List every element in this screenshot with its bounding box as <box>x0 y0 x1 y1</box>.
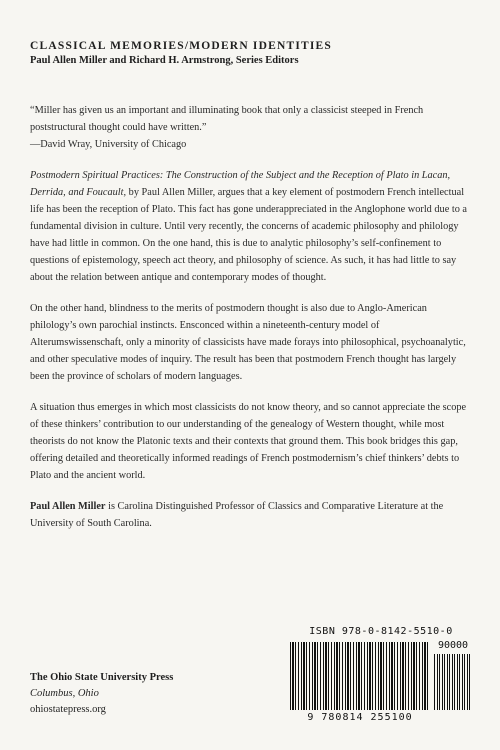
description-paragraph-1 <box>30 167 470 286</box>
publisher-url: ohiostatepress.org <box>30 704 106 715</box>
barcode-addon-digits: 90000 <box>437 640 469 651</box>
publisher-city: Columbus, Ohio <box>30 688 99 699</box>
back-cover-text <box>30 102 470 546</box>
barcode-addon-bars-icon <box>434 654 472 710</box>
quote-text: “Miller has given us an important and illuminating book that only a classicist steeped in French poststructural thought could have written.” <box>30 105 424 133</box>
description-p1-text: by Paul Allen Miller, argues that a key element of postmodern French intellectual life has been the reception of Plato. This fact has gone underappreciated in the Anglophone world due to a fundamental division in culture. Until very recently, the concerns of academic philosophy and philology have had little in common. On the one hand, this is due to analytic philosophy’s self-confinement to questions of epistemology, speech act theory, and philosophy of science. As such, it has had little to say about the relation between antique and contemporary modes of thought. <box>30 187 468 283</box>
barcode-bars-icon <box>290 642 430 710</box>
series-title: CLASSICAL MEMORIES/MODERN IDENTITIES <box>30 40 333 52</box>
author-name: Paul Allen Miller <box>30 501 106 512</box>
isbn-barcode <box>290 626 472 726</box>
publisher-name: The Ohio State University Press <box>30 672 174 683</box>
publisher-block <box>30 670 173 718</box>
description-paragraph-3: A situation thus emerges in which most classicists do not know theory, and so cannot appreciate the scope of these thinkers’ contribution to our understanding of the genealogy of Western thought, while most theorists do not know the Platonic texts and their contexts that ground them. This book bridges this gap, offering detailed and theoretically informed readings of French postmodernism’s chief thinkers’ debts to Plato and the ancient world. <box>30 402 467 481</box>
series-header <box>30 40 470 66</box>
author-bio <box>30 498 470 532</box>
isbn-label: ISBN 978-0-8142-5510-0 <box>309 626 453 637</box>
barcode-digits: 9 780814 255100 <box>290 712 430 723</box>
quote-attribution: —David Wray, University of Chicago <box>30 139 187 150</box>
series-editors: Paul Allen Miller and Richard H. Armstrong, Series Editors <box>30 55 299 66</box>
book-title: Postmodern Spiritual Practices: The Construction of the Subject and the Reception of Plato in Lacan, Derrida, and Foucault, <box>30 170 451 198</box>
author-bio-text: is Carolina Distinguished Professor of Classics and Comparative Literature at the University of South Carolina. <box>30 501 444 529</box>
blurb-quote <box>30 102 470 153</box>
description-paragraph-2: On the other hand, blindness to the merits of postmodern thought is also due to Anglo-American philology’s own parochial instincts. Ensconced within a nineteenth-century model of Alterumswissenschaft, only a minority of classicists have made forays into philosophical, psychoanalytic, and other speculative modes of inquiry. The result has been that postmodern French thought has largely been the province of scholars of modern languages. <box>30 303 466 382</box>
